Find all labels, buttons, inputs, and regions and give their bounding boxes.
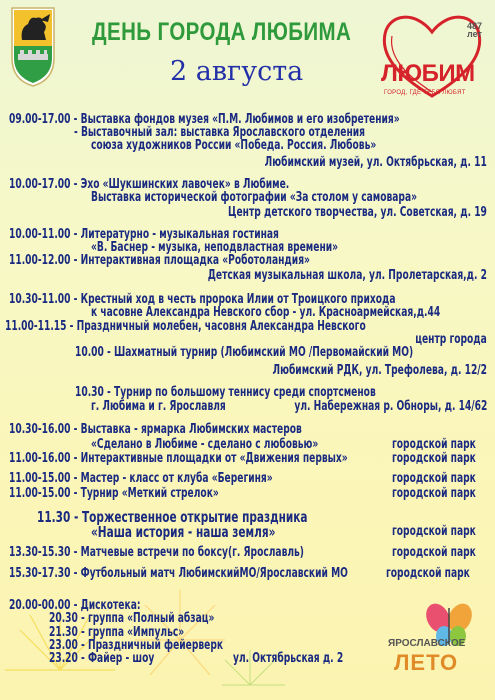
summer-logo-bottom: ЛЕТО	[394, 650, 459, 675]
anniversary-unit: лет	[467, 29, 482, 39]
schedule-location: центр города	[415, 332, 487, 347]
schedule-location: Центр детского творчества, ул. Советская, д. 19	[228, 205, 487, 220]
schedule-location: ул. Октябрьская д. 2	[233, 651, 344, 666]
page-title: ДЕНЬ ГОРОДА ЛЮБИМА	[92, 18, 352, 46]
anniversary-number: 487	[466, 21, 482, 31]
schedule-location: Детская музыкальная школа, ул. Пролетарская,д. 2	[207, 268, 487, 283]
schedule-line: союза художников России «Победа. Россия. Любовь»	[91, 138, 377, 153]
schedule-line: 21.30 - группа «Импульс»	[49, 625, 185, 640]
schedule-highlight: «Наша история - наша земля»	[91, 523, 276, 541]
schedule-line: 10.30-16.00 - Выставка - ярмарка Любимских мастеров	[9, 422, 302, 437]
yaroslavl-summer-logo	[372, 598, 490, 694]
schedule-line: 13.30-15.30 - Матчевые встречи по боксу(г. Ярославль)	[9, 545, 304, 560]
event-date: 2 августа	[170, 56, 304, 87]
schedule-line: 20.30 - группа «Полный абзац»	[49, 611, 215, 626]
schedule-line: 10.00 - Шахматный турнир (Любимский МО /Первомайский МО)	[75, 345, 414, 360]
schedule-location: городской парк	[392, 451, 476, 466]
schedule-line: 09.00-17.00 - Выставка фондов музея «П.М. Любимов и его изобретения»	[9, 112, 400, 127]
schedule-line: 15.30-17.30 - Футбольный матч ЛюбимскийМО/Ярославский МО	[9, 566, 348, 581]
schedule-line: 23.00 - Праздничный фейерверк	[49, 638, 224, 653]
schedule-line: 11.00-15.00 - Турнир «Меткий стрелок»	[9, 486, 219, 501]
schedule-line: 11.00-12.00 - Интерактивная площадка «Роботоландия»	[9, 253, 310, 268]
schedule-location: городской парк	[386, 566, 470, 581]
schedule-line: 10.30 - Турнир по большому теннису среди спортсменов	[75, 385, 376, 400]
schedule-location: Любимский музей, ул. Октябрьская, д. 11	[264, 155, 487, 170]
schedule-line: 20.00-00.00 - Дискотека:	[9, 598, 141, 613]
schedule-line: 10.30-11.00 - Крестный ход в честь пророка Илии от Троицкого прихода	[9, 292, 396, 307]
anniversary-badge	[467, 22, 482, 38]
schedule-line: «В. Баснер - музыка, неподвластная времени»	[91, 240, 339, 255]
schedule-location: городской парк	[392, 545, 476, 560]
schedule-location: городской парк	[392, 486, 476, 501]
lyubim-logo	[375, 4, 490, 104]
schedule-line: 10.00-17.00 - Эхо «Шукшинских лавочек» в Любиме.	[9, 177, 290, 192]
schedule-location: городской парк	[392, 524, 476, 539]
schedule-location: Любимский РДК, ул. Трефолева, д. 12/2	[272, 363, 487, 378]
coat-of-arms-icon	[10, 6, 56, 88]
schedule-line: к часовне Александра Невского сбор - ул. Красноармейская,д.44	[91, 305, 441, 320]
logo-tagline: ГОРОД, ГДЕ ТЕБЯ ЛЮБЯТ	[384, 90, 466, 96]
schedule-highlight: 11.30 - Торжественное открытие праздника	[37, 508, 308, 526]
schedule-line: 11.00-15.00 - Мастер - класс от клуба «Берегиня»	[9, 471, 273, 486]
schedule-location: городской парк	[392, 471, 476, 486]
schedule-location: городской парк	[392, 437, 476, 452]
schedule-line: г. Любима и г. Ярославля	[91, 399, 226, 414]
schedule-line: 11.00-11.15 - Праздничный молебен, часовня Александра Невского	[5, 319, 366, 334]
heart-icon	[375, 4, 490, 104]
schedule-line: 10.00-11.00 - Литературно - музыкальная гостиная	[9, 227, 279, 242]
schedule-line: Выставка исторической фотографии «За столом у самовара»	[91, 190, 418, 205]
logo-wordmark: ЛЮБИМ	[381, 60, 475, 87]
schedule-location: ул. Набережная р. Обноры, д. 14/62	[294, 399, 487, 414]
schedule-line: - Выставочный зал: выставка Ярославского отделения	[74, 125, 366, 140]
schedule-line: «Сделано в Любиме - сделано с любовью»	[91, 437, 319, 452]
schedule-line: 23.20 - Файер - шоу	[49, 651, 155, 666]
schedule-line: 11.00-16.00 - Интерактивные площадки от «Движения первых»	[9, 451, 348, 466]
summer-logo-top: ЯРОСЛАВСКОЕ	[388, 638, 466, 649]
